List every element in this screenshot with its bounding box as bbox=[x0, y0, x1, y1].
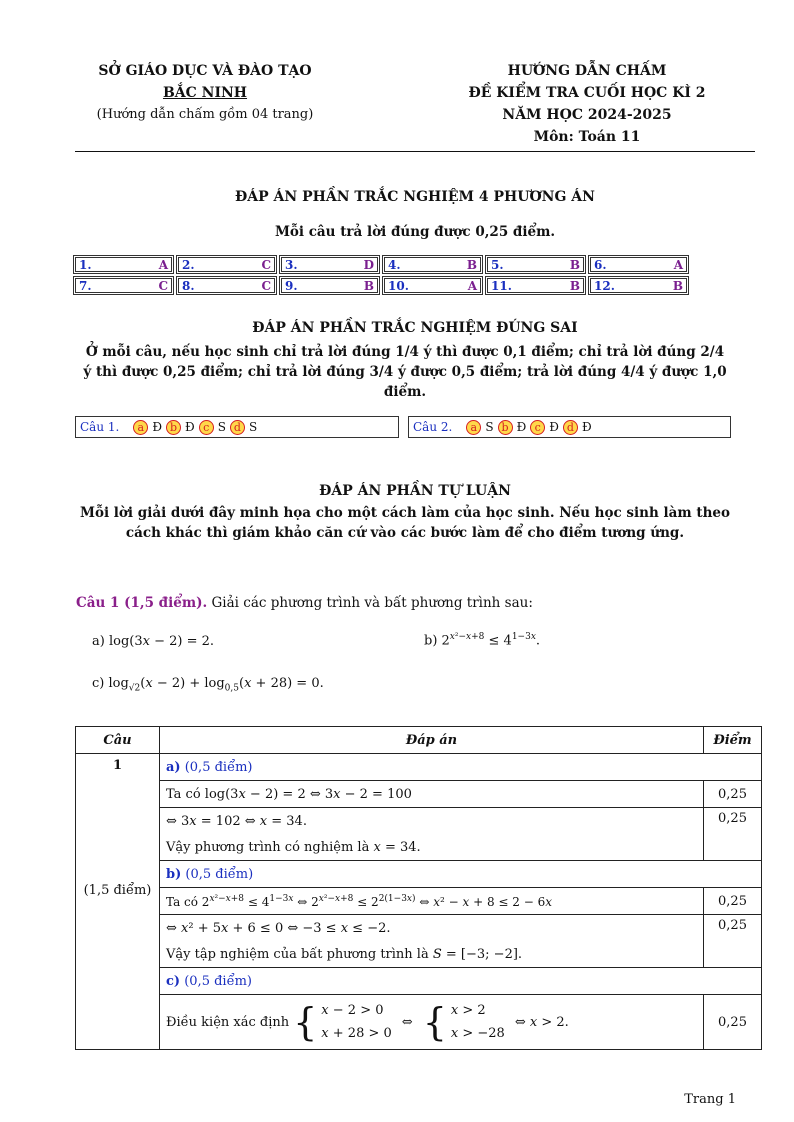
mc-num: 3. bbox=[285, 257, 298, 272]
mc-ans: B bbox=[672, 278, 683, 293]
mc-ans: B bbox=[569, 278, 580, 293]
mc-num: 1. bbox=[79, 257, 92, 272]
mc-cell bbox=[384, 278, 481, 293]
c-lead: Điều kiện xác định bbox=[166, 1014, 290, 1030]
tf-item-letter: a bbox=[133, 420, 148, 435]
exam-title: ĐỀ KIỂM TRA CUỐI HỌC KÌ 2 bbox=[468, 85, 706, 101]
tf-item-letter: d bbox=[230, 420, 245, 435]
mc-num: 8. bbox=[182, 278, 195, 293]
tf-q1-label: Câu 1. bbox=[80, 420, 120, 434]
essay-description: Mỗi lời giải dưới đây minh họa cho một cách làm của học sinh. Nếu học sinh làm theo cách khác thì giám khảo căn cứ vào các bước làm để cho điểm tương ứng. bbox=[80, 505, 730, 541]
page-number: Trang 1 bbox=[684, 1092, 736, 1107]
question-1 bbox=[76, 595, 533, 611]
table-row bbox=[76, 834, 762, 861]
table-row bbox=[76, 888, 762, 915]
question-number: 1 bbox=[112, 758, 123, 773]
system-2: x > 2 x > −28 bbox=[450, 1003, 505, 1041]
mc-num: 9. bbox=[285, 278, 298, 293]
table-row bbox=[76, 915, 762, 942]
question-1-heading: Câu 1 (1,5 điểm). bbox=[76, 595, 208, 611]
equiv-symbol: ⇔ bbox=[401, 1014, 413, 1030]
tf-item-value: Đ bbox=[549, 420, 559, 434]
mc-ans: B bbox=[363, 278, 374, 293]
score-cell: 0,25 bbox=[704, 888, 762, 915]
tf-item-letter: c bbox=[199, 420, 214, 435]
mc-cell bbox=[178, 278, 275, 293]
mc-cell bbox=[178, 257, 275, 272]
tf-item-value: Đ bbox=[152, 420, 163, 434]
mc-ans: A bbox=[673, 257, 683, 272]
mc-num: 2. bbox=[182, 257, 195, 272]
answer-step bbox=[160, 995, 704, 1050]
tf-item-letter: b bbox=[166, 420, 181, 435]
domain-condition bbox=[166, 1000, 569, 1044]
system-1: x − 2 > 0 x + 28 > 0 bbox=[321, 1003, 392, 1041]
part-a-points: (0,5 điểm) bbox=[184, 759, 253, 775]
mc-ans: D bbox=[363, 257, 374, 272]
tf-item-value: Đ bbox=[516, 420, 527, 434]
mc-cell bbox=[281, 278, 378, 293]
tf-question-2 bbox=[408, 416, 731, 438]
part-c-header: c) (0,5 điểm) bbox=[160, 968, 762, 995]
tf-title: ĐÁP ÁN PHẦN TRẮC NGHIỆM ĐÚNG SAI bbox=[252, 320, 578, 336]
mc-subtitle: Mỗi câu trả lời đúng được 0,25 điểm. bbox=[274, 224, 556, 240]
mc-answer-grid bbox=[75, 255, 727, 297]
mc-ans: B bbox=[569, 257, 580, 272]
tf-q2-label: Câu 2. bbox=[413, 420, 453, 434]
mc-num: 7. bbox=[79, 278, 92, 293]
q1-part-a: a) log(3x − 2) = 2. bbox=[92, 634, 215, 649]
subject: Môn: Toán 11 bbox=[533, 129, 641, 145]
mc-title: ĐÁP ÁN PHẦN TRẮC NGHIỆM 4 PHƯƠNG ÁN bbox=[235, 189, 595, 205]
table-row bbox=[76, 995, 762, 1050]
question-cell bbox=[76, 754, 160, 1050]
mc-num: 10. bbox=[388, 278, 409, 293]
mc-ans: C bbox=[261, 278, 271, 293]
tf-item-letter: c bbox=[530, 420, 545, 435]
table-header-row bbox=[76, 727, 762, 754]
table-row bbox=[76, 861, 762, 888]
mc-num: 5. bbox=[491, 257, 504, 272]
left-brace: { bbox=[293, 1000, 318, 1044]
mc-ans: C bbox=[261, 257, 271, 272]
table-row bbox=[76, 754, 762, 781]
province-name: BẮC NINH bbox=[162, 85, 248, 101]
table-row bbox=[76, 968, 762, 995]
tf-item-value: S bbox=[485, 420, 494, 434]
mc-cell bbox=[487, 257, 584, 272]
score-cell: 0,25 bbox=[704, 995, 762, 1050]
tf-item-value: Đ bbox=[185, 420, 195, 434]
mc-ans: C bbox=[158, 278, 168, 293]
mc-cell bbox=[384, 257, 481, 272]
question-points: (1,5 điểm) bbox=[83, 883, 152, 898]
mc-row bbox=[75, 255, 727, 274]
mc-num: 11. bbox=[491, 278, 512, 293]
dept-name: SỞ GIÁO DỤC VÀ ĐÀO TẠO bbox=[98, 63, 312, 79]
part-b-points: (0,5 điểm) bbox=[185, 866, 254, 882]
mc-num: 12. bbox=[594, 278, 615, 293]
answer-step: Ta có $2^{x^2-x+8} \le 4^{1-3x}$ ⇔ $2^{x^2-x+8} \le 2^{2(1-3x)}$ ⇔ x² − x + 8 ≤ 2 − 6x bbox=[160, 888, 704, 915]
header-cau: Câu bbox=[76, 727, 160, 754]
tf-item-letter: b bbox=[498, 420, 513, 435]
part-a-header: a) (0,5 điểm) bbox=[160, 754, 762, 781]
question-1-prompt: Giải các phương trình và bất phương trình sau: bbox=[211, 595, 533, 611]
header-diem: Điểm bbox=[704, 727, 762, 754]
answer-step: Ta có log(3x − 2) = 2 ⇔ 3x − 2 = 100 bbox=[160, 781, 704, 808]
table-row bbox=[76, 941, 762, 968]
tf-item-value: S bbox=[248, 420, 258, 434]
answer-table bbox=[75, 726, 762, 1050]
b-conclusion: Vậy tập nghiệm của bất phương trình là bbox=[166, 946, 429, 962]
mc-cell bbox=[590, 257, 687, 272]
header-dapan: Đáp án bbox=[160, 727, 704, 754]
answer-step: Vậy tập nghiệm của bất phương trình là S = [−3; −2]. bbox=[160, 941, 704, 968]
answer-step: ⇔ 3x = 102 ⇔ x = 34. bbox=[160, 808, 704, 835]
tf-description: Ở mỗi câu, nếu học sinh chỉ trả lời đúng 1/4 ý thì được 0,1 điểm; chỉ trả lời đúng 2/4 ý thì được 0,25 điểm; chỉ trả lời đúng 3/4 ý được 0,5 điểm; trả lời đúng 4/4 ý được 1,0 điểm. bbox=[83, 344, 727, 400]
mc-num: 6. bbox=[594, 257, 607, 272]
table-row bbox=[76, 781, 762, 808]
condition-result: ⇔ x > 2. bbox=[514, 1014, 569, 1030]
q1-part-b: b) $2^{x^2-x+8} \le 4^{1-3x}$. bbox=[424, 632, 541, 649]
mc-cell bbox=[281, 257, 378, 272]
doc-title: HƯỚNG DẪN CHẤM bbox=[507, 63, 667, 79]
header-right bbox=[432, 60, 742, 148]
part-c-points: (0,5 điểm) bbox=[184, 973, 252, 989]
tf-item-value: S bbox=[217, 420, 226, 434]
mc-ans: B bbox=[466, 257, 477, 272]
mc-ans: A bbox=[158, 257, 168, 272]
mc-ans: A bbox=[467, 278, 477, 293]
score-cell: 0,25 bbox=[704, 808, 762, 861]
page-count-note: (Hướng dẫn chấm gồm 04 trang) bbox=[96, 107, 314, 122]
answer-step: ⇔ x² + 5x + 6 ≤ 0 ⇔ −3 ≤ x ≤ −2. bbox=[160, 915, 704, 942]
mc-cell bbox=[75, 257, 172, 272]
school-year: NĂM HỌC 2024-2025 bbox=[502, 107, 672, 123]
score-cell: 0,25 bbox=[704, 915, 762, 968]
mc-cell bbox=[487, 278, 584, 293]
a-conclusion: Vậy phương trình có nghiệm là bbox=[166, 839, 370, 855]
mc-cell bbox=[590, 278, 687, 293]
tf-item-value: Đ bbox=[581, 420, 592, 434]
essay-title: ĐÁP ÁN PHẦN TỰ LUẬN bbox=[319, 483, 511, 499]
header-divider bbox=[75, 151, 755, 152]
header-left bbox=[70, 60, 340, 126]
part-b-header: b) (0,5 điểm) bbox=[160, 861, 762, 888]
left-brace: { bbox=[422, 1000, 447, 1044]
answer-step: Vậy phương trình có nghiệm là x = 34. bbox=[160, 834, 704, 861]
mc-row bbox=[75, 276, 727, 295]
mc-num: 4. bbox=[388, 257, 401, 272]
table-row bbox=[76, 808, 762, 835]
mc-cell bbox=[75, 278, 172, 293]
tf-question-1 bbox=[75, 416, 399, 438]
tf-item-letter: a bbox=[466, 420, 481, 435]
tf-item-letter: d bbox=[563, 420, 578, 435]
score-cell: 0,25 bbox=[704, 781, 762, 808]
q1-part-c: c) $\log_{√2}(x - 2) + \log_{0,5}(x + 28) = 0$. bbox=[92, 676, 324, 694]
